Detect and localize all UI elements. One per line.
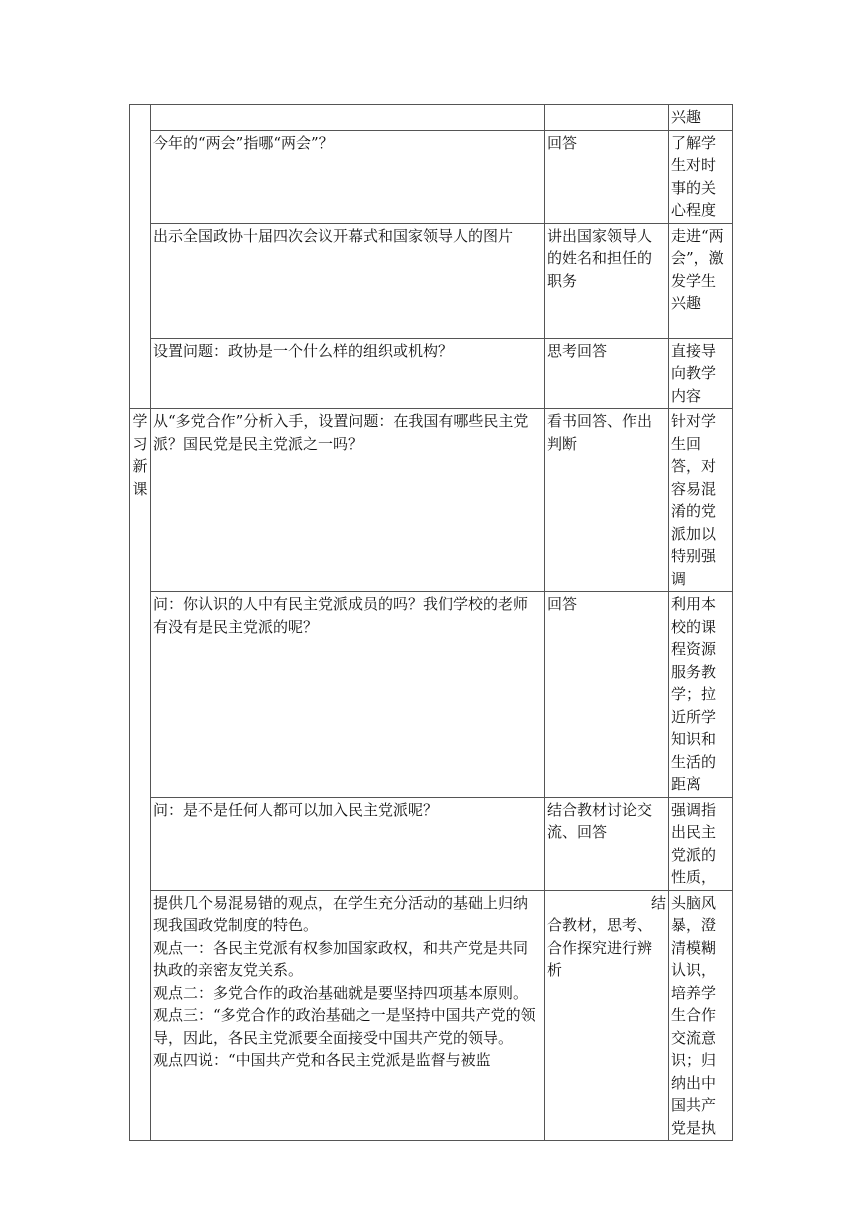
table-row [130,105,733,131]
stage-label-cell [130,409,151,1141]
design-intent-cell: 了解学生对时事的关心程度 [669,130,733,223]
viewpoint-two: 观点二：多党合作的政治基础就是要坚持四项基本原则。 [153,983,529,1002]
student-activity-cell [545,890,669,1141]
table-row [130,592,733,798]
teacher-intro-line: 提供几个易混易错的观点，在学生充分活动的基础上归纳现我国政党制度的特色。 [153,893,529,934]
viewpoint-one: 观点一：各民主党派有权参加国家政权，和共产党是共同执政的亲密友党关系。 [153,938,529,979]
design-intent-cell: 针对学生回答，对容易混淆的党派加以特别强调 [669,409,733,592]
teacher-activity-cell [151,890,545,1141]
student-activity-first-char: 结 [650,893,666,912]
student-activity-text: 合教材，思考、合作探究进行辨析 [547,916,653,979]
student-activity-cell: 看书回答、作出判断 [545,409,669,592]
viewpoint-three: 观点三：“多党合作的政治基础之一是坚持中国共产党的领导，因此，各民主党派要全面接受中国共产党的领导。 [153,1006,536,1047]
design-intent-cell: 直接导向教学内容 [669,338,733,409]
design-intent-cell: 强调指出民主党派的性质， [669,797,733,890]
design-intent-cell: 走进“两会”，激发学生兴趣 [669,223,733,338]
student-activity-cell: 讲出国家领导人的姓名和担任的职务 [545,223,669,338]
table-row [130,409,733,592]
design-intent-cell: 兴趣 [669,105,733,131]
lesson-plan-table [129,104,733,1141]
teacher-activity-cell: 问：是不是任何人都可以加入民主党派呢？ [151,797,545,890]
teacher-activity-cell: 出示全国政协十届四次会议开幕式和国家领导人的图片 [151,223,545,338]
table-row [130,338,733,409]
student-activity-cell: 回答 [545,592,669,798]
design-intent-cell: 利用本校的课程资源服务教学；拉近所学知识和生活的距离 [669,592,733,798]
table-row [130,890,733,1141]
viewpoint-four: 观点四说：“中国共产党和各民主党派是监督与被监 [153,1051,491,1069]
table-row [130,130,733,223]
teacher-activity-cell: 问：你认识的人中有民主党派成员的吗？我们学校的老师有没有是民主党派的呢？ [151,592,545,798]
student-activity-cell: 结合教材讨论交流、回答 [545,797,669,890]
teacher-activity-cell [151,105,545,131]
stage-cell-empty [130,105,151,409]
table-row [130,223,733,338]
teacher-activity-cell: 从“多党合作”分析入手，设置问题：在我国有哪些民主党派？国民党是民主党派之一吗？ [151,409,545,592]
table-row [130,797,733,890]
design-intent-cell: 头脑风暴，澄清模糊认识，培养学生合作交流意识；归纳出中国共产党是执 [669,890,733,1141]
teacher-activity-cell: 设置问题：政协是一个什么样的组织或机构？ [151,338,545,409]
student-activity-cell: 思考回答 [545,338,669,409]
student-activity-cell: 回答 [545,130,669,223]
student-activity-cell [545,105,669,131]
stage-label: 学习新课 [132,412,148,498]
teacher-activity-cell: 今年的“两会”指哪“两会”？ [151,130,545,223]
